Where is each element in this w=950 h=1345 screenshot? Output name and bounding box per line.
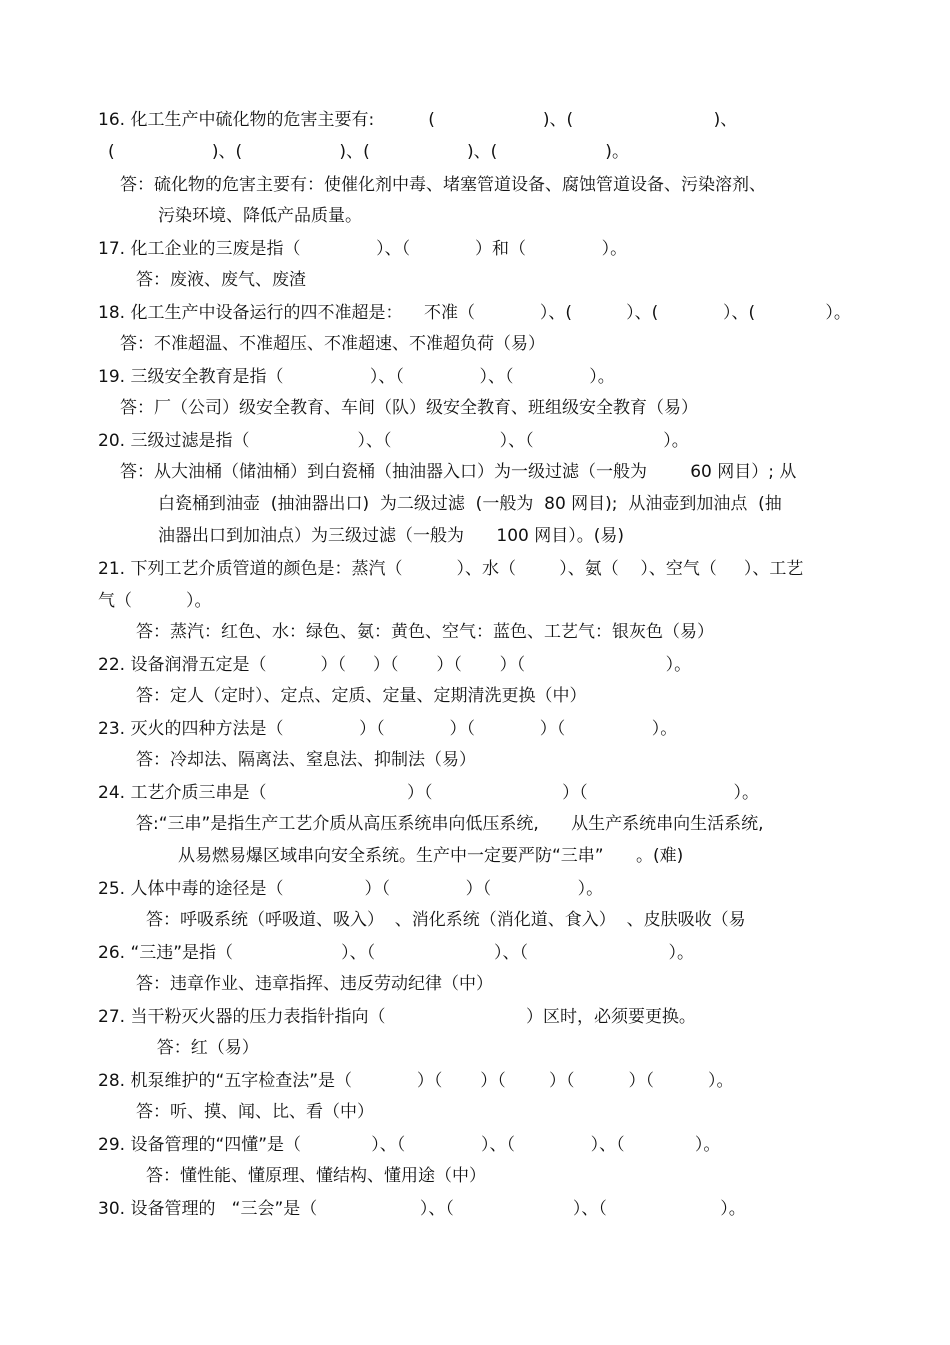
text-line: 污染环境、降低产品质量。 (158, 206, 362, 226)
question-line: 23. 灭火的四种方法是（ ）（ ）（ ）（ ）。 (98, 719, 678, 739)
answer-line: 答：定人（定时）、定点、定质、定量、定期清洗更换（中） (136, 686, 587, 706)
text-line: ( )、( )、( )、( )。 (108, 142, 629, 162)
question-line: 17. 化工企业的三废是指（ ）、（ ）和（ ）。 (98, 239, 628, 259)
question-line: 24. 工艺介质三串是（ ）（ ）（ ）。 (98, 783, 760, 803)
answer-line: 答：听、摸、闻、比、看（中） (136, 1102, 374, 1122)
text-line: 油器出口到加油点）为三级过滤（一般为 100 网目）。(易) (158, 526, 625, 546)
answer-line: 答：从大油桶（储油桶）到白瓷桶（抽油器入口）为一级过滤（一般为 60 网目）; 从 (120, 462, 797, 482)
question-line: 27. 当干粉灭火器的压力表指针指向（ ）区时，必须要更换。 (98, 1007, 696, 1027)
text-line: 白瓷桶到油壶 (抽油器出口) 为二级过滤 (一般为 80 网目); 从油壶到加油点 (抽 (158, 494, 782, 514)
question-line: 22. 设备润滑五定是（ ）（ ）（ ）（ ）（ ）。 (98, 655, 692, 675)
question-line: 19. 三级安全教育是指（ ）、（ ）、（ ）。 (98, 367, 615, 387)
answer-line: 答：厂（公司）级安全教育、车间（队）级安全教育、班组级安全教育（易） (120, 398, 698, 418)
question-line: 21. 下列工艺介质管道的颜色是：蒸汽（ ）、水（ ）、氨（ ）、空气（ ）、工艺 (98, 559, 804, 579)
answer-line: 答：蒸汽：红色、水：绿色、氨：黄色、空气：蓝色、工艺气：银灰色（易） (136, 622, 714, 642)
question-line: 26. “三违”是指（ ）、（ ）、（ ）。 (98, 943, 695, 963)
text-line: 从易燃易爆区域串向安全系统。生产中一定要严防“三串” 。(难) (178, 846, 684, 866)
question-line: 29. 设备管理的“四懂”是（ ）、（ ）、（ ）、（ ）。 (98, 1135, 721, 1155)
answer-line: 答：不准超温、不准超压、不准超速、不准超负荷（易） (120, 334, 545, 354)
answer-line: 答：冷却法、隔离法、窒息法、抑制法（易） (136, 750, 476, 770)
text-line: 气（ ）。 (98, 591, 212, 611)
question-line: 30. 设备管理的 “三会”是（ ）、（ ）、（ ）。 (98, 1199, 746, 1219)
text-line: 答：红（易） (146, 1038, 259, 1058)
answer-line: 答：硫化物的危害主要有：使催化剂中毒、堵塞管道设备、腐蚀管道设备、污染溶剂、 (120, 175, 766, 195)
answer-line: 答：废液、废气、废渣 (136, 270, 306, 290)
question-line: 28. 机泵维护的“五字检查法”是（ ）（ ）（ ）（ ）（ ）。 (98, 1071, 734, 1091)
answer-line: 答：违章作业、违章指挥、违反劳动纪律（中） (136, 974, 493, 994)
question-line: 16. 化工生产中硫化物的危害主要有: ( )、( )、 (98, 110, 738, 130)
answer-line: 答：呼吸系统（呼吸道、吸入） 、消化系统（消化道、食入） 、皮肤吸收（易 (146, 910, 746, 930)
answer-line: 答：懂性能、懂原理、懂结构、懂用途（中） (146, 1166, 486, 1186)
question-line: 25. 人体中毒的途径是（ ）（ ）（ ）。 (98, 879, 604, 899)
question-line: 18. 化工生产中设备运行的四不准超是： 不准（ ）、( ）、( ）、( ）。 (98, 303, 851, 323)
question-line: 20. 三级过滤是指（ ）、（ ）、（ ）。 (98, 431, 689, 451)
answer-line: 答:“三串”是指生产工艺介质从高压系统串向低压系统, 从生产系统串向生活系统, (136, 814, 764, 834)
